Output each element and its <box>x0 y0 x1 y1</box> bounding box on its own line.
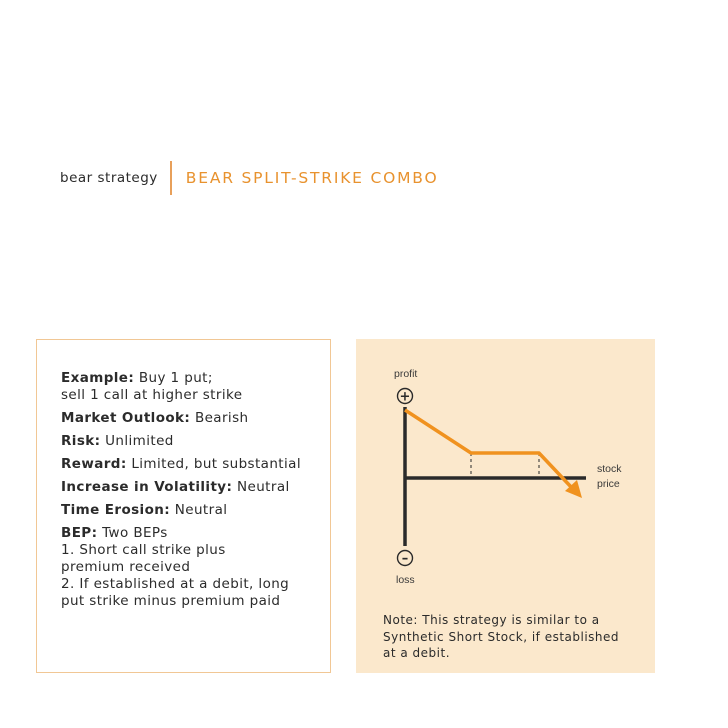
profit-label: profit <box>394 368 418 380</box>
example-row <box>61 370 321 404</box>
erosion-label: Time Erosion: <box>61 502 171 518</box>
risk-value: Unlimited <box>105 433 174 449</box>
stock-label-line1: stock <box>597 463 622 475</box>
strategy-title: BEAR SPLIT-STRIKE COMBO <box>185 169 439 187</box>
note-line-1: Note: This strategy is similar to a <box>383 613 600 627</box>
strategy-note <box>383 612 638 662</box>
bep-line-2: premium received <box>61 559 191 575</box>
bep-row <box>61 525 321 610</box>
erosion-row <box>61 502 321 519</box>
erosion-value: Neutral <box>174 502 228 518</box>
bep-line-1: 1. Short call strike plus <box>61 542 226 558</box>
volatility-value: Neutral <box>237 479 290 495</box>
outlook-row <box>61 410 321 427</box>
page-header <box>60 160 438 196</box>
stock-label-line2: price <box>597 478 620 490</box>
bep-label: BEP: <box>61 525 98 541</box>
outlook-label: Market Outlook: <box>61 410 191 426</box>
bep-value: Two BEPs <box>102 525 168 541</box>
volatility-label: Increase in Volatility: <box>61 479 233 495</box>
volatility-row <box>61 479 321 496</box>
minus-symbol: – <box>401 551 409 567</box>
risk-row <box>61 433 321 450</box>
example-value-line2: sell 1 call at higher strike <box>61 387 243 403</box>
strategy-info-content <box>61 370 321 616</box>
header-divider <box>170 161 172 195</box>
example-label: Example: <box>61 370 135 386</box>
strategy-info-box <box>36 339 331 673</box>
reward-row <box>61 456 321 473</box>
reward-value: Limited, but substantial <box>131 456 301 472</box>
example-value-line1: Buy 1 put; <box>138 370 213 386</box>
outlook-value: Bearish <box>194 410 249 426</box>
bep-line-3: 2. If established at a debit, long <box>61 576 290 592</box>
risk-label: Risk: <box>61 433 101 449</box>
reward-label: Reward: <box>61 456 127 472</box>
note-line-3: at a debit. <box>383 646 451 660</box>
bep-line-4: put strike minus premium paid <box>61 593 281 609</box>
note-line-2: Synthetic Short Stock, if established <box>383 629 620 644</box>
loss-label: loss <box>396 574 415 586</box>
strategy-category: bear strategy <box>60 170 158 186</box>
payoff-diagram-panel <box>356 339 655 673</box>
plus-symbol: + <box>399 389 411 405</box>
